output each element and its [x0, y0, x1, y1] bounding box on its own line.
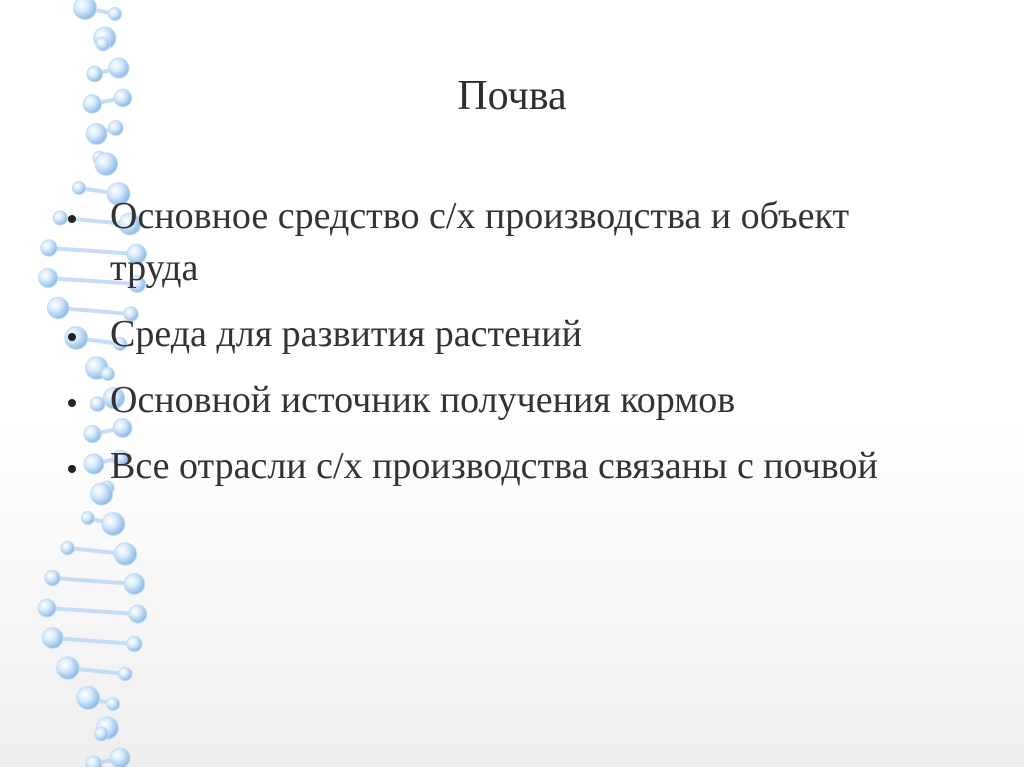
bullet-text: Среда для развития растений — [110, 313, 582, 355]
bullet-icon — [68, 215, 76, 223]
list-item — [68, 374, 928, 426]
bullet-icon — [68, 465, 76, 473]
bullet-text: Основной источник получения кормов — [110, 379, 736, 421]
bullet-icon — [68, 399, 76, 407]
bullet-icon — [68, 333, 76, 341]
bullet-text: Все отрасли с/х производства связаны с почвой — [110, 445, 878, 487]
bullet-list — [68, 190, 928, 506]
bullet-text: Основное средство с/х производства и объект труда — [110, 195, 850, 289]
list-item — [68, 308, 928, 360]
slide-title: Почва — [457, 73, 567, 119]
list-item — [68, 190, 928, 294]
list-item — [68, 440, 928, 492]
